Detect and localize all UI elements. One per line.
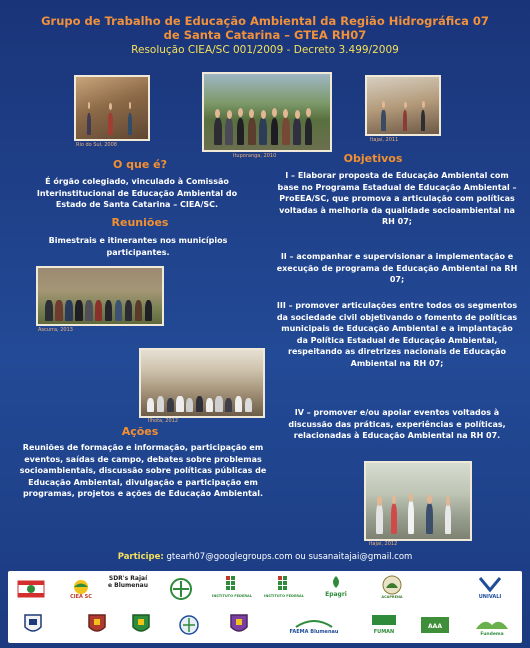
objetivos-heading: Objetivos — [343, 152, 403, 165]
municipal-crest-logo — [18, 613, 48, 637]
instituto-federal-text: INSTITUTO FEDERAL — [264, 594, 304, 598]
epagri-text: Epagri — [325, 591, 347, 598]
acaprena-logo — [374, 575, 410, 599]
photo-auditorium — [141, 350, 263, 416]
photo-classroom — [366, 463, 470, 539]
contact-label: Participe: — [117, 552, 164, 562]
instituto-federal-text: INSTITUTO FEDERAL — [212, 594, 252, 598]
instituto-federal-logo — [214, 575, 250, 599]
reunioes-heading: Reuniões — [111, 216, 169, 229]
photo-workshop — [367, 77, 439, 134]
objetivo-item: II – acompanhar e supervisionar a implementação e execução de programa de Educação Ambiental na RH 07; — [276, 252, 518, 284]
resolution-line: Resolução CIEA/SC 001/2009 - Decreto 3.499/2009 — [131, 44, 399, 56]
faema-logo — [289, 613, 339, 637]
photo-caption: Ituporanga, 2010 — [233, 153, 277, 159]
acoes-text: Reuniões de formação e informação, participação em eventos, saídas de campo, debates sobre problemas socioambientais, discussão sobre políticas públicas de Educação Ambiental, divulgação e participação em programas, projetos e ações de Educação Ambiental. — [19, 443, 267, 498]
municipal-crest-logo — [126, 613, 156, 637]
photo-group-outdoor — [204, 74, 330, 150]
ciea-logo-text: CIEA SC — [70, 594, 92, 600]
photo-caption: Ilhota, 2012 — [148, 418, 179, 424]
sdr-logo-text: SDR's Rajaí e Blumenau — [108, 575, 148, 589]
aaa-text: AAA — [428, 623, 442, 630]
fundema-logo — [470, 613, 514, 637]
faema-text: FAEMA Blumenau — [289, 629, 339, 635]
municipal-crest-logo — [224, 613, 254, 637]
poster-header — [0, 14, 530, 57]
title-line-1: Grupo de Trabalho de Educação Ambiental da Região Hidrográfica 07 — [41, 14, 489, 28]
title-line-2: de Santa Catarina – GTEA RH07 — [163, 28, 367, 42]
epagri-logo — [316, 575, 356, 599]
univali-logo — [470, 575, 510, 599]
fuman-logo — [366, 613, 402, 637]
aaa-logo — [418, 613, 452, 637]
contact-emails[interactable]: gtearh07@googlegroups.com ou susanaitajai@gmail.com — [166, 552, 413, 562]
o-que-e-heading: O que é? — [112, 158, 168, 171]
univali-text: UNIVALI — [478, 594, 502, 600]
o-que-e-text: É órgão colegiado, vinculado à Comissão Interinstitucional de Educação Ambiental do Estado de Santa Catarina – CIEA/SC. — [36, 177, 238, 209]
photo-caption: Itajaí, 2012 — [369, 541, 398, 547]
fuman-text: FUMAN — [373, 629, 395, 635]
santa-catarina-flag-logo — [16, 577, 46, 601]
photo-caption: Itajaí, 2011 — [370, 137, 399, 143]
reunioes-text: Bimestrais e itinerantes nos municípios participantes. — [48, 236, 228, 257]
ciea-logo — [66, 577, 96, 601]
municipal-crest-logo — [174, 613, 204, 637]
partner-logos-strip — [8, 571, 522, 643]
contact-line — [0, 552, 530, 562]
photo-caption: Ascurra, 2013 — [38, 327, 73, 333]
photo-caption: Rio do Sul, 2008 — [76, 142, 117, 148]
green-emblem-logo — [166, 577, 196, 601]
municipal-crest-logo — [82, 613, 112, 637]
photo-meeting-table — [76, 77, 148, 139]
fundema-text: Fundema — [480, 632, 504, 637]
objetivo-item: IV – promover e/ou apoiar eventos voltados à discussão das práticas, experiências e políticas, relacionadas à Educação Ambiental na RH 07. — [288, 408, 506, 440]
acaprena-text: ACAPRENA — [381, 595, 403, 599]
instituto-federal-logo — [266, 575, 302, 599]
objetivo-item: I – Elaborar proposta de Educação Ambiental com base no Programa Estadual de Educação Ambiental – ProEEA/SC, que promova a articulação com políticas voltadas à melhoria da qualidade socioambiental na RH 07; — [277, 171, 517, 226]
acoes-heading: Ações — [121, 425, 159, 438]
photo-group-building — [38, 268, 162, 324]
objetivo-item: III – promover articulações entre todos os segmentos da sociedade civil objetivando o fomento de políticas municipais de Educação Ambiental e a implantação da Política Estadual de Educação Ambiental, respeitando as diretrizes nacionais de Educação Ambiental na RH 07; — [276, 301, 518, 368]
